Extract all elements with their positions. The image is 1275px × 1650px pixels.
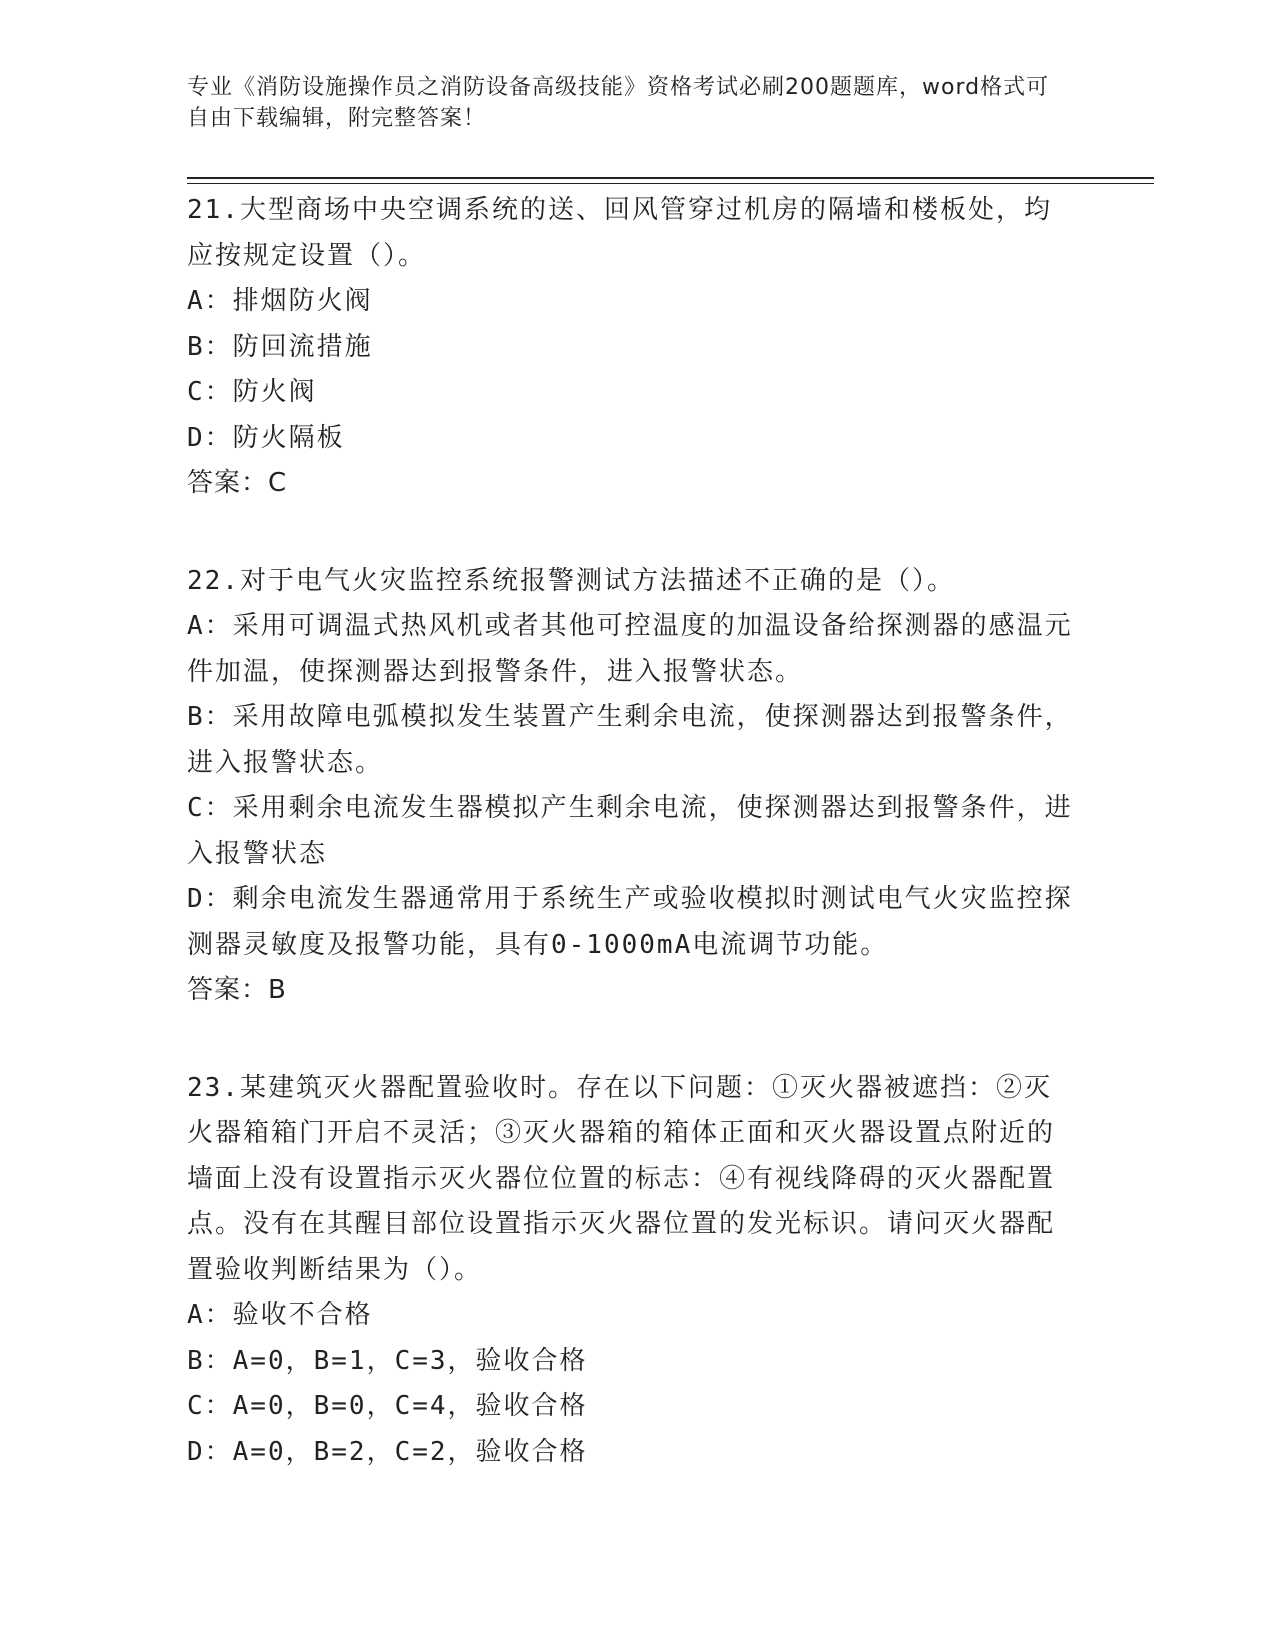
answer-line: 答案：C xyxy=(187,468,288,498)
header-divider-thick xyxy=(187,177,1154,179)
header-divider-thin xyxy=(187,183,1154,184)
option-b: B：防回流措施 xyxy=(187,331,373,362)
option-c: C：采用剩余电流发生器模拟产生剩余电流，使探测器达到报警条件，进入报警状态 xyxy=(187,793,1073,869)
option-a: A：排烟防火阀 xyxy=(187,286,373,316)
option-a: A：采用可调温式热风机或者其他可控温度的加温设备给探测器的感温元件加温，使探测器达到报警条件，进入报警状态。 xyxy=(187,611,1073,687)
question-22 xyxy=(187,559,1077,1014)
option-d: D：A=0，B=2，C=2，验收合格 xyxy=(187,1436,588,1467)
question-list xyxy=(187,188,1077,1527)
option-c: C：A=0，B=0，C=4，验收合格 xyxy=(187,1391,588,1421)
document-header: 专业《消防设施操作员之消防设备高级技能》资格考试必刷200题题库，word格式可自由下载编辑，附完整答案！ xyxy=(187,75,1050,131)
option-d: D：防火隔板 xyxy=(187,422,345,453)
option-b: B：采用故障电弧模拟发生装置产生剩余电流，使探测器达到报警条件，进入报警状态。 xyxy=(187,702,1073,778)
option-b: B：A=0，B=1，C=3，验收合格 xyxy=(187,1345,588,1376)
question-stem: 21.大型商场中央空调系统的送、回风管穿过机房的隔墙和楼板处，均应按规定设置（）。 xyxy=(187,195,1052,271)
question-23 xyxy=(187,1066,1077,1476)
question-21 xyxy=(187,188,1077,507)
option-d: D：剩余电流发生器通常用于系统生产或验收模拟时测试电气火灾监控探测器灵敏度及报警功能，具有0-1000mA电流调节功能。 xyxy=(187,884,1073,960)
option-a: A：验收不合格 xyxy=(187,1300,373,1330)
question-stem: 23.某建筑灭火器配置验收时。存在以下问题：①灭火器被遮挡：②灭火器箱箱门开启不灵活；③灭火器箱的箱体正面和灭火器设置点附近的墙面上没有设置指示灭火器位位置的标志：④有视线降碍的灭火器配置点。没有在其醒目部位设置指示灭火器位置的发光标识。请问灭火器配置验收判断结果为（）。 xyxy=(187,1072,1056,1285)
question-stem: 22.对于电气火灾监控系统报警测试方法描述不正确的是（）。 xyxy=(187,565,955,596)
answer-line: 答案：B xyxy=(187,975,287,1005)
option-c: C：防火阀 xyxy=(187,377,317,407)
